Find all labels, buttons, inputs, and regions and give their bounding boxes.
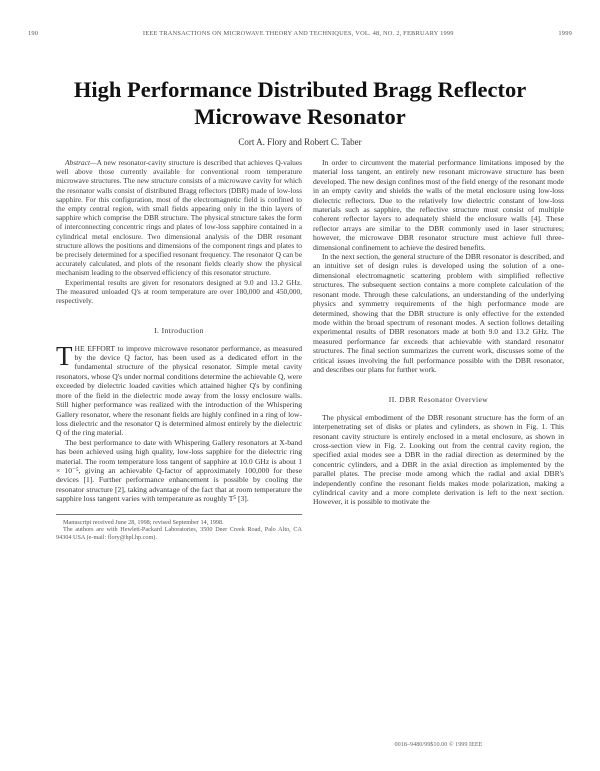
page-number: 190 (28, 30, 39, 37)
right-paragraph-1: In order to circumvent the material performance limitations imposed by the material loss tangent, an entirely new resonant microwave structure has been developed. The new design confines most of the field energy of the resonant mode in an empty cavity and shields the walls of the metal enclosure using low-loss dielectric reflectors. Due to the relatively low dielectric constant of low-loss materials such as sapphire, the reflective structure must consist of multiple coherent reflector layers to adequately shield the enclosure walls [4]. These reflector arrays are similar to the DBR commonly used in laser structures; however, the microwave DBR resonator structure must achieve full three-dimensional confinement to achieve the desired benefits. (313, 158, 564, 252)
document-id: 0018–9480/99$10.00 © 1999 IEEE (394, 741, 483, 748)
right-column (313, 158, 564, 507)
footnote-affiliation: The authors are with Hewlett-Packard Laboratories, 3500 Deer Creek Road, Palo Alto, CA 94304 USA (e-mail: flory@hpl.hp.com). (56, 526, 302, 541)
title-line-2: Microwave Resonator (194, 104, 406, 129)
title-line-1: High Performance Distributed Bragg Reflector (73, 77, 527, 102)
section-heading-dbr-overview: II. DBR Resonator Overview (388, 395, 489, 405)
footnote (56, 514, 302, 542)
header-year: 1999 (558, 30, 572, 37)
left-column (56, 158, 302, 541)
section-heading-introduction: I. Introduction (154, 326, 204, 336)
abstract (56, 158, 302, 305)
intro-paragraph-2: The best performance to date with Whispering Gallery resonators at X-band has been achieved using high quality, low-loss sapphire for the dielectric ring material. The room temperature loss tangent of sapphire at 10.0 GHz is about 1 × 10⁻⁵, giving an achievable Q-factor of approximately 100,000 for these devices [1]. Further performance enhancement is possible by cooling the resonator structure [2], taking advantage of the fact that at room temperature the sapphire loss tangent varies with temperature as roughly T⁵ [3]. (56, 437, 302, 504)
abstract-results: Experimental results are given for resonators designed at 9.0 and 13.2 GHz. The measured unloaded Q's at room temperature are over 180,000 and 450,000, respectively. (56, 277, 302, 306)
right-paragraph-3: The physical embodiment of the DBR resonant structure has the form of an interpenetrating set of disks or plates and cylinders, as shown in Fig. 1. This resonant cavity structure is entirely enclosed in a metal enclosure, as shown in cross-section view in Fig. 2. Looking out from the central cavity region, the specified axial modes see a DBR in the radial direction as determined by the concentric cylinders, and a DBR in the axial direction as implemented by the parallel plates. The precise mode among which the radial and axial DBR's independently confine the resonant fields makes mode polarization, making a cylindrical cavity and a more complete derivation is left to the next section. However, it is possible to motivate the (313, 412, 564, 507)
journal-name: IEEE TRANSACTIONS ON MICROWAVE THEORY AND TECHNIQUES, VOL. 48, NO. 2, FEBRUARY 1999 (142, 30, 454, 37)
running-head (28, 30, 572, 37)
authors: Cort A. Flory and Robert C. Taber (238, 137, 362, 147)
right-paragraph-2: In the next section, the general structure of the DBR resonator is described, and an intuitive set of design rules is developed using the solution of a one-dimensional electromagnetic scattering problem with simplified reflective structures. The subsequent section contains a more complete calculation of the resonant mode. Through these calculations, an understanding of the underlying physics and symmetry requirements of the high performance mode are determined, showing that the DBR structure is only effective for the extended mode within the broad spectrum of resonant modes. A section follows detailing experimental results of DBR resonators made at both 9.0 and 13.2 GHz. The measured performance far exceeds that achievable with standard resonator structures. The final section summarizes the current work, discusses some of the critical issues involving the full performance possible with the DBR resonator, and describes our plans for further work. (313, 252, 564, 374)
footnote-received: Manuscript received June 28, 1998; revised September 14, 1998. (63, 518, 224, 526)
drop-cap: T (56, 340, 73, 371)
abstract-body: A new resonator-cavity structure is described that achieves Q-values well above those currently available for conventional room temperature microwave structures. The new structure consists of a microwave cavity for which the resonator walls consist of distributed Bragg reflectors (DBR) made of low-loss sapphire. For this configuration, most of the electromagnetic field is confined to the empty central region, with small fields appearing only in the thin layers of sapphire which comprise the DBR structure. The physical structure takes the form of interconnecting concentric rings and plates of low-loss sapphire contained in a cylindrical metal enclosure. Two dimensional analysis of the DBR resonant structure allows the positions and dimensions of the component rings and plates to be precisely determined for a specified resonant frequency. The resonator Q can be accurately calculated, and plots of the resonant fields clearly show the physical mechanism leading to the observed efficiency of this resonator structure. (56, 158, 302, 278)
paper-title (40, 76, 560, 130)
abstract-label: Abstract— (65, 158, 97, 167)
intro-paragraph-1 (56, 340, 302, 438)
intro-paragraph-1-text: HE EFFORT to improve microwave resonator performance, as measured by the device Q factor, has been used as a dedicated effort in the fundamental structure of the physical resonator. Simple metal cavity resonators, whose Q's under normal conditions determine the achievable Q, were exceeded by dielectric loaded cavities which attained higher Q's by confining more of the field in the dielectric mode away from the lossy enclosure walls. Still higher performance was realized with the introduction of the Whispering Gallery resonator, where the resonant fields are highly confined in a ring of low-loss dielectric and the resonator Q is determined almost entirely by the dielectric Q of the ring material. (56, 343, 302, 438)
